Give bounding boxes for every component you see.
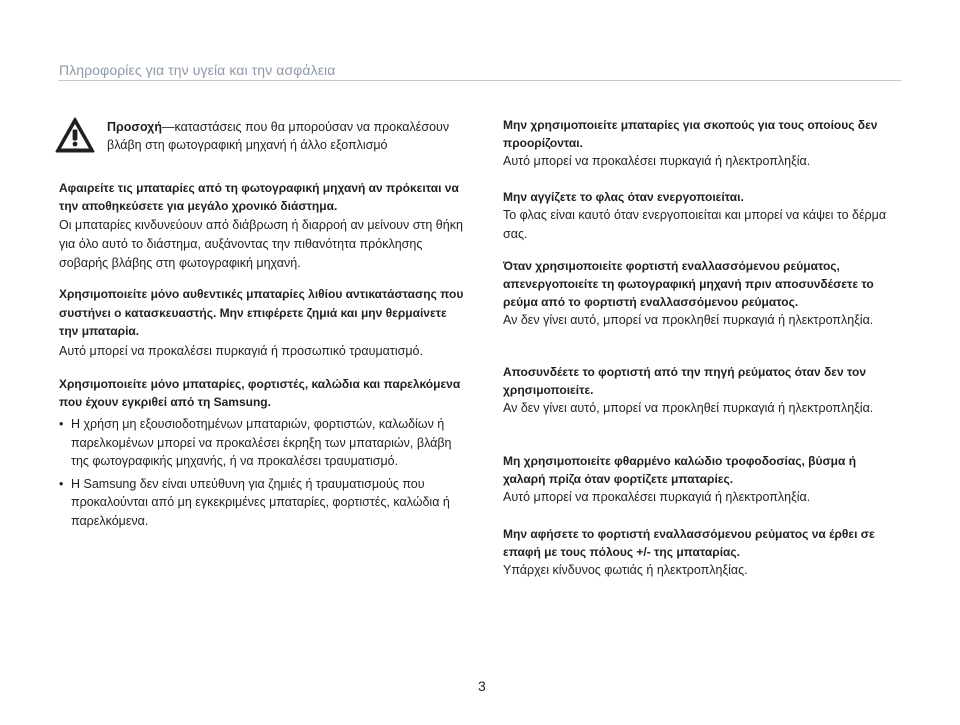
left-section-2 <box>59 285 464 361</box>
page-number: 3 <box>478 678 486 694</box>
right-section-6 <box>503 525 901 580</box>
section-body: Οι μπαταρίες κινδυνεύουν από διάβρωση ή διαρροή αν μείνουν στη θήκη για όλο αυτό το διάστημα, αυξάνοντας την πιθανότητα πρόκλησης σοβαρής βλάβης στη φωτογραφική μηχανή. <box>59 218 463 270</box>
page-header-title: Πληροφορίες για την υγεία και την ασφάλεια <box>59 62 336 78</box>
section-heading: Χρησιμοποιείτε μόνο αυθεντικές μπαταρίες λιθίου αντικατάστασης που συστήνει ο κατασκευαστής. Μην επιφέρετε ζημιά και μην θερμαίνετε την μπαταρία. <box>59 287 464 338</box>
right-section-2 <box>503 188 901 244</box>
section-heading: Μην αφήσετε το φορτιστή εναλλασσόμενου ρεύματος να έρθει σε επαφή με τους πόλους +/- της μπαταρίας. <box>503 527 875 559</box>
section-body: Υπάρχει κίνδυνος φωτιάς ή ηλεκτροπληξίας. <box>503 563 748 577</box>
bullet-icon: • <box>59 417 64 431</box>
bullet-icon: • <box>59 476 64 491</box>
section-heading: Μην αγγίζετε το φλας όταν ενεργοποιείται. <box>503 190 744 204</box>
right-section-4 <box>503 363 901 418</box>
bullet-list <box>59 415 464 530</box>
caution-warning-icon <box>55 117 95 153</box>
header-divider <box>58 80 901 81</box>
section-heading: Χρησιμοποιείτε μόνο μπαταρίες, φορτιστές, καλώδια και παρελκόμενα που έχουν εγκριθεί από τη Samsung. <box>59 377 461 409</box>
section-heading: Όταν χρησιμοποιείτε φορτιστή εναλλασσόμενου ρεύματος, απενεργοποιείτε τη φωτογραφική μηχανή πριν αποσυνδέσετε το ρεύμα από το φορτιστή εναλλασσόμενου ρεύματος. <box>503 259 874 309</box>
list-item <box>59 475 464 531</box>
left-section-1 <box>59 179 464 273</box>
list-item-text: Η Samsung δεν είναι υπεύθυνη για ζημιές ή τραυματισμούς που προκαλούνται από μη εγκεκριμένες μπαταρίες, φορτιστές, καλώδια ή παρελκόμενα. <box>71 476 450 528</box>
section-body: Αυτό μπορεί να προκαλέσει πυρκαγιά ή προσωπικό τραυματισμό. <box>59 343 423 358</box>
section-body: Αυτό μπορεί να προκαλέσει πυρκαγιά ή ηλεκτροπληξία. <box>503 154 811 168</box>
section-heading: Μη χρησιμοποιείτε φθαρμένο καλώδιο τροφοδοσίας, βύσμα ή χαλαρή πρίζα όταν φορτίζετε μπαταρίες. <box>503 454 857 486</box>
section-heading: Αποσυνδέετε το φορτιστή από την πηγή ρεύματος όταν δεν τον χρησιμοποιείτε. <box>503 365 867 397</box>
caution-description: —καταστάσεις που θα μπορούσαν να προκαλέσουν βλάβη στη φωτογραφική μηχανή ή άλλο εξοπλισμό <box>107 120 450 152</box>
section-body: Αν δεν γίνει αυτό, μπορεί να προκληθεί πυρκαγιά ή ηλεκτροπληξία. <box>503 313 874 327</box>
caution-label: Προσοχή <box>107 120 162 134</box>
section-heading: Αφαιρείτε τις μπαταρίες από τη φωτογραφική μηχανή αν πρόκειται να την αποθηκεύσετε για μεγάλο χρονικό διάστημα. <box>59 181 459 213</box>
section-heading: Μην χρησιμοποιείτε μπαταρίες για σκοπούς για τους οποίους δεν προορίζονται. <box>503 118 878 150</box>
section-body: Το φλας είναι καυτό όταν ενεργοποιείται και μπορεί να κάψει το δέρμα σας. <box>503 208 887 241</box>
list-item-text: Η χρήση μη εξουσιοδοτημένων μπαταριών, φορτιστών, καλωδίων ή παρελκομένων μπορεί να προκαλέσει έκρηξη των μπαταριών, βλάβη της φωτογραφικής μηχανής, ή να προκαλέσει τραυματισμό. <box>71 417 452 468</box>
section-body: Αν δεν γίνει αυτό, μπορεί να προκληθεί πυρκαγιά ή ηλεκτροπληξία. <box>503 401 874 415</box>
list-item <box>59 415 464 471</box>
section-body: Αυτό μπορεί να προκαλέσει πυρκαγιά ή ηλεκτροπληξία. <box>503 490 811 504</box>
right-section-5 <box>503 452 901 507</box>
caution-note <box>107 118 467 154</box>
left-section-3 <box>59 375 464 534</box>
right-section-3 <box>503 257 901 330</box>
right-section-1 <box>503 116 901 171</box>
